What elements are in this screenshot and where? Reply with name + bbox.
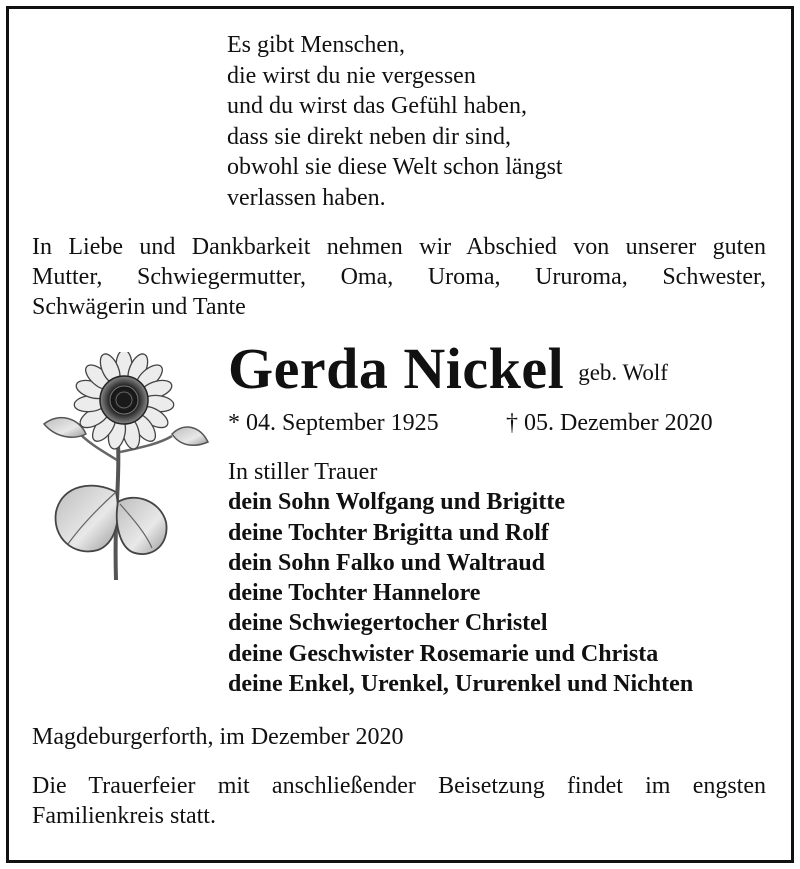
poem-line: verlassen haben. <box>227 184 386 211</box>
death-date: † 05. Dezember 2020 <box>506 410 713 436</box>
funeral-line: Familienkreis statt. <box>32 803 216 829</box>
poem <box>227 30 563 213</box>
mourner-entry: dein Sohn Wolfgang und Brigitte <box>228 489 565 516</box>
intro-line: Schwägerin und Tante <box>32 294 246 320</box>
intro-line: In Liebe und Dankbarkeit nehmen wir Abschied von unserer guten <box>32 234 766 260</box>
birth-date: * 04. September 1925 <box>228 410 439 436</box>
farewell-intro <box>32 232 766 322</box>
mourner-entry: deine Tochter Brigitta und Rolf <box>228 519 549 546</box>
mourner-entry: deine Geschwister Rosemarie und Christa <box>228 640 659 667</box>
mourner-entry: deine Tochter Hannelore <box>228 580 481 607</box>
deceased-name: Gerda Nickel <box>228 336 565 401</box>
poem-line: und du wirst das Gefühl haben, <box>227 93 527 119</box>
place-and-date: Magdeburgerforth, im Dezember 2020 <box>32 724 404 750</box>
deceased-name-row <box>228 336 668 401</box>
funeral-notice <box>32 771 766 831</box>
poem-line: die wirst du nie vergessen <box>227 62 476 89</box>
birth-name: geb. Wolf <box>578 360 668 385</box>
poem-line: Es gibt Menschen, <box>227 32 405 58</box>
mourning-heading: In stiller Trauer <box>228 459 378 485</box>
funeral-line: Die Trauerfeier mit anschließender Beisetzung findet im engsten <box>32 773 766 799</box>
poem-line: obwohl sie diese Welt schon längst <box>227 154 563 180</box>
intro-line: Mutter, Schwiegermutter, Oma, Uroma, Ururoma, Schwester, <box>32 264 766 290</box>
sunflower-icon <box>34 352 214 587</box>
mourners-list <box>228 457 693 699</box>
mourner-entry: dein Sohn Falko und Waltraud <box>228 549 546 576</box>
mourner-entry: deine Schwiegertocher Christel <box>228 610 548 637</box>
mourner-entry: deine Enkel, Urenkel, Ururenkel und Nichten <box>228 671 694 698</box>
poem-line: dass sie direkt neben dir sind, <box>227 123 511 150</box>
